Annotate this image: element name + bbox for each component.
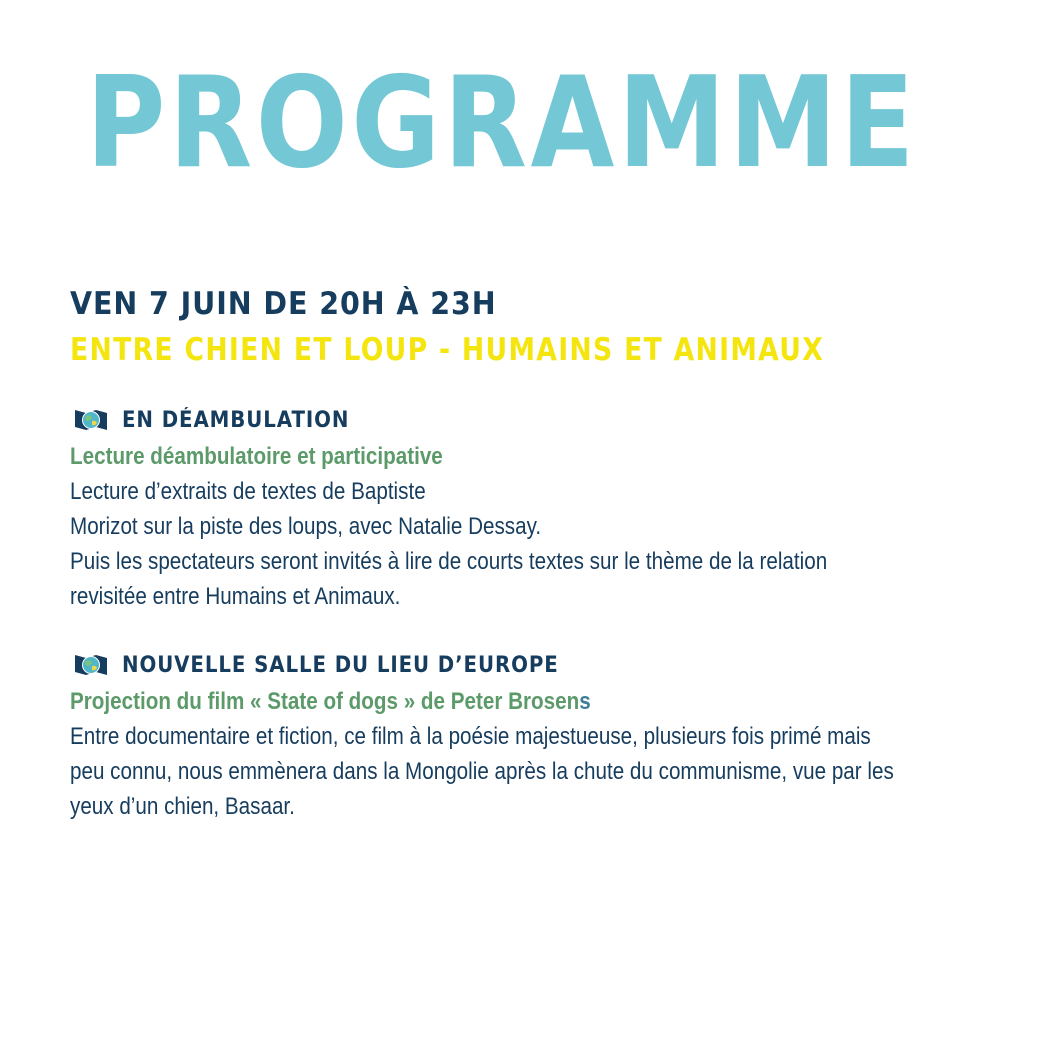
event-date: VEN 7 JUIN DE 20H À 23H — [70, 286, 497, 322]
description-line: yeux d’un chien, Basaar. — [70, 793, 295, 820]
location-label: NOUVELLE SALLE DU LIEU D’EUROPE — [122, 652, 559, 678]
event-title — [70, 684, 861, 719]
event-theme: ENTRE CHIEN ET LOUP - HUMAINS ET ANIMAUX — [70, 332, 825, 368]
event-description — [70, 719, 990, 824]
event-block-2 — [70, 649, 990, 824]
page-title: PROGRAMME — [86, 49, 918, 196]
description-line: Entre documentaire et fiction, ce film à la poésie majestueuse, plusieurs fois primé mais — [70, 723, 871, 750]
globe-map-icon — [74, 652, 108, 678]
location-label: EN DÉAMBULATION — [122, 407, 350, 433]
event-title-text: Projection du film « State of dogs » de Peter Brosen — [70, 688, 580, 715]
location-row — [70, 649, 990, 681]
event-title-tail: s — [579, 688, 591, 715]
globe-map-icon — [74, 407, 108, 433]
description-line: peu connu, nous emmènera dans la Mongolie après la chute du communisme, vue par les — [70, 758, 894, 785]
description-line: Lecture d’extraits de textes de Baptiste — [70, 478, 426, 505]
event-title: Lecture déambulatoire et participative — [70, 443, 443, 470]
description-line: revisitée entre Humains et Animaux. — [70, 583, 401, 610]
location-row — [70, 404, 990, 436]
event-description — [70, 474, 990, 614]
description-line: Morizot sur la piste des loups, avec Natalie Dessay. — [70, 513, 542, 540]
description-line: Puis les spectateurs seront invités à lire de courts textes sur le thème de la relation — [70, 548, 828, 575]
event-block-1 — [70, 404, 990, 614]
